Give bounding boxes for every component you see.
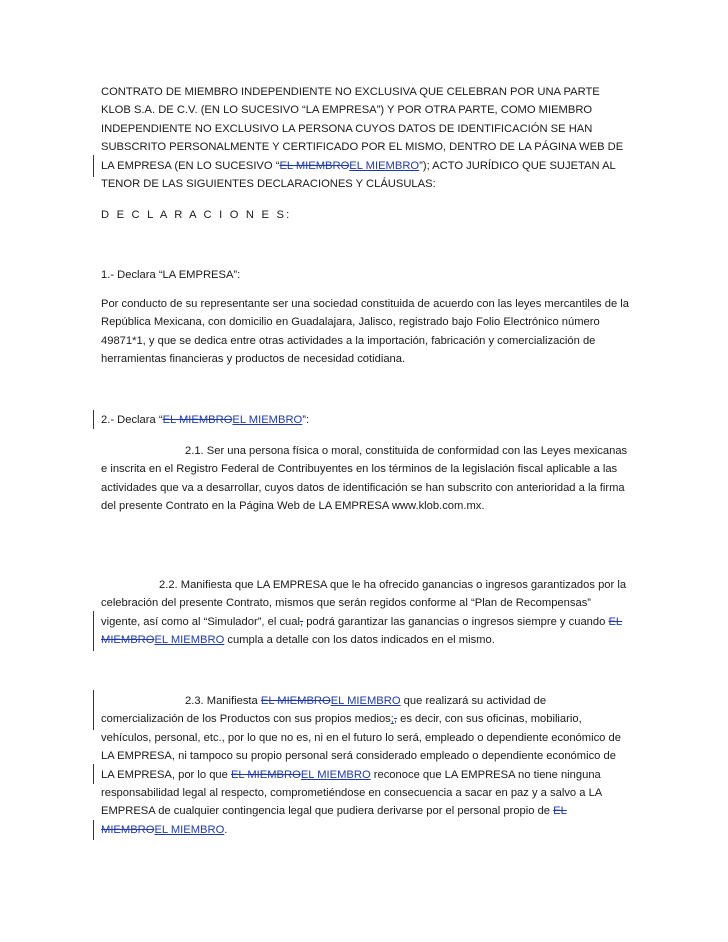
clause-2-3: 2.3. Manifiesta EL MIEMBROEL MIEMBRO que realizará su actividad de comercialización de los Productos con sus propios medios;, es decir, con sus oficinas, mobiliario, vehículos, personal, etc., por lo que no es, ni en el futuro lo será, empleado o dependiente económico de LA EMPRESA, ni tampoco su propio personal será considerado empleado o dependiente económico de LA EMPRESA, por lo que EL MIEMBROEL MIEMBRO reconoce que LA EMPRESA no tiene ninguna responsabilidad legal al respecto, comprometiéndose en consecuencia a sacar en paz y a salvo a LA EMPRESA de cualquier contingencia legal que pudiera derivarse por el personal propio de EL MIEMBROEL MIEMBRO. <box>101 695 621 836</box>
declaration-1-heading: 1.- Declara “LA EMPRESA”: <box>101 269 241 281</box>
deleted-text: EL MIEMBRO <box>260 695 331 707</box>
change-bar <box>93 820 94 840</box>
inserted-text: EL MIEMBRO <box>154 634 225 647</box>
deleted-text: EL MIEMBRO <box>279 159 350 172</box>
inserted-text: ; <box>390 713 394 726</box>
declaration-2-heading: 2.- Declara “EL MIEMBROEL MIEMBRO”: <box>101 414 310 426</box>
deleted-text: , <box>299 615 304 628</box>
change-bar <box>93 690 94 730</box>
deleted-text: EL MIEMBRO <box>162 414 233 426</box>
clause-2-2: 2.2. Manifiesta que LA EMPRESA que le ha ofrecido ganancias o ingresos garantizados por la celebración del presente Contrato, mismos que serán regidos conforme al “Plan de Recompensas” vigente, así como al “Simulador”, el cual, podrá garantizar las ganancias o ingresos siempre y cuando EL MIEMBROEL MIEMBRO cumpla a detalle con los datos indicados en el mismo. <box>101 579 627 647</box>
inserted-text: EL MIEMBRO <box>330 695 401 707</box>
deleted-text: EL MIEMBRO <box>101 805 567 836</box>
declaraciones-heading: D E C L A R A C I O N E S: <box>101 209 292 221</box>
contract-intro: CONTRATO DE MIEMBRO INDEPENDIENTE NO EXCLUSIVA QUE CELEBRAN POR UNA PARTE KLOB S.A. DE C.V. (EN LO SUCESIVO “LA EMPRESA”) Y POR OTRA PARTE, COMO MIEMBRO INDEPENDIENTE NO EXCLUSIVO LA PERSONA CUYOS DATOS DE IDENTIFICACIÓN SE HAN SUBSCRITO PERSONALMENTE Y CERTIFICADO POR EL MISMO, DENTRO DE LA PÁGINA WEB DE LA EMPRESA (EN LO SUCESIVO “EL MIEMBROEL MIEMBRO”); ACTO JURÍDICO QUE SUJETAN AL TENOR DE LAS SIGUIENTES DECLARACIONES Y CLÁUSULAS: <box>101 86 624 191</box>
inserted-text: EL MIEMBRO <box>300 768 371 781</box>
inserted-text: EL MIEMBRO <box>154 823 225 836</box>
inserted-text: EL MIEMBRO <box>232 414 303 426</box>
inserted-text: , <box>261 615 265 628</box>
change-bar <box>93 155 94 177</box>
deleted-text: , <box>393 713 397 726</box>
change-bar <box>93 410 94 429</box>
clause-2-1: 2.1. Ser una persona física o moral, constituida de conformidad con las Leyes mexicanas e inscrita en el Registro Federal de Contribuyentes en los términos de la legislación fiscal aplicable a las actividades que va a desarrollar, cuyos datos de identificación se han subscrito con anterioridad a la firma del presente Contrato en la Página Web de LA EMPRESA www.klob.com.mx. <box>101 445 628 513</box>
deleted-text: EL MIEMBRO <box>230 768 301 781</box>
change-bar <box>93 611 94 651</box>
inserted-text: EL MIEMBRO <box>349 159 420 172</box>
declaration-1-body: Por conducto de su representante ser una sociedad constituida de acuerdo con las leyes mercantiles de la República Mexicana, con domicilio en Guadalajara, Jalisco, registrado bajo Folio Electrónico número 49871*1, y que se dedica entre otras actividades a la importación, fabricación y comercialización de herramientas financieras y productos de necesidad cotidiana. <box>101 298 629 366</box>
deleted-text: EL MIEMBRO <box>101 615 623 647</box>
change-bar <box>93 764 94 784</box>
